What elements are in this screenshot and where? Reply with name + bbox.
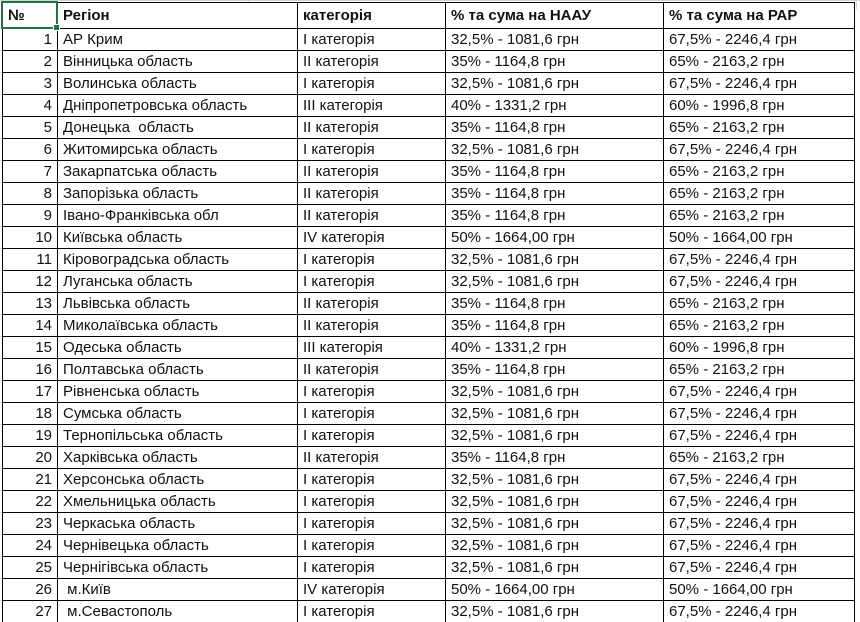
table-row <box>3 51 855 73</box>
cell-naau[interactable]: 35% - 1164,8 грн <box>446 293 664 315</box>
cell-region[interactable]: Волинська область <box>58 73 298 95</box>
cell-naau[interactable]: 32,5% - 1081,6 грн <box>446 469 664 491</box>
table-row <box>3 513 855 535</box>
table-row <box>3 117 855 139</box>
cell-naau[interactable]: 50% - 1664,00 грн <box>446 227 664 249</box>
cell-rar[interactable]: 65% - 2163,2 грн <box>664 359 855 381</box>
cell-num[interactable]: 1 <box>3 29 58 51</box>
cell-category[interactable]: III категорія <box>298 337 446 359</box>
cell-rar[interactable]: 67,5% - 2246,4 грн <box>664 271 855 293</box>
cell-region[interactable]: Чернігівська область <box>58 557 298 579</box>
cell-rar[interactable]: 67,5% - 2246,4 грн <box>664 139 855 161</box>
cell-region[interactable]: Київська область <box>58 227 298 249</box>
cell-naau[interactable]: 35% - 1164,8 грн <box>446 315 664 337</box>
cell-num[interactable]: 2 <box>3 51 58 73</box>
cell-rar[interactable]: 67,5% - 2246,4 грн <box>664 403 855 425</box>
cell-naau[interactable]: 32,5% - 1081,6 грн <box>446 403 664 425</box>
cell-naau[interactable]: 32,5% - 1081,6 грн <box>446 601 664 622</box>
cell-rar[interactable]: 67,5% - 2246,4 грн <box>664 535 855 557</box>
cell-region[interactable]: Черкаська область <box>58 513 298 535</box>
cell-naau[interactable]: 32,5% - 1081,6 грн <box>446 271 664 293</box>
cell-region[interactable]: Донецька область <box>58 117 298 139</box>
cell-category[interactable]: II категорія <box>298 293 446 315</box>
cell-num[interactable]: 16 <box>3 359 58 381</box>
cell-category[interactable]: I категорія <box>298 601 446 622</box>
cell-region[interactable]: Миколаївська область <box>58 315 298 337</box>
cell-category[interactable]: I категорія <box>298 557 446 579</box>
cell-num[interactable]: 27 <box>3 601 58 622</box>
cell-naau[interactable]: 32,5% - 1081,6 грн <box>446 381 664 403</box>
cell-num[interactable]: 25 <box>3 557 58 579</box>
cell-rar[interactable]: 67,5% - 2246,4 грн <box>664 513 855 535</box>
cell-num[interactable]: 14 <box>3 315 58 337</box>
cell-rar[interactable]: 65% - 2163,2 грн <box>664 161 855 183</box>
cell-rar[interactable]: 60% - 1996,8 грн <box>664 95 855 117</box>
cell-naau[interactable]: 40% - 1331,2 грн <box>446 337 664 359</box>
cell-rar[interactable]: 65% - 2163,2 грн <box>664 293 855 315</box>
cell-rar[interactable]: 65% - 2163,2 грн <box>664 117 855 139</box>
table-row <box>3 293 855 315</box>
cell-rar[interactable]: 50% - 1664,00 грн <box>664 227 855 249</box>
cell-naau[interactable]: 32,5% - 1081,6 грн <box>446 73 664 95</box>
cell-rar[interactable]: 67,5% - 2246,4 грн <box>664 491 855 513</box>
cell-region[interactable]: м.Київ <box>58 579 298 601</box>
header-cell-num[interactable]: № <box>3 3 58 29</box>
table-row <box>3 29 855 51</box>
cell-region[interactable]: Закарпатська область <box>58 161 298 183</box>
table-body <box>3 29 855 622</box>
table-row <box>3 579 855 601</box>
cell-num[interactable]: 6 <box>3 139 58 161</box>
cell-rar[interactable]: 65% - 2163,2 грн <box>664 447 855 469</box>
cell-category[interactable]: I категорія <box>298 535 446 557</box>
cell-region[interactable]: Рівненська область <box>58 381 298 403</box>
cell-region[interactable]: Вінницька область <box>58 51 298 73</box>
cell-category[interactable]: I категорія <box>298 491 446 513</box>
table-row <box>3 535 855 557</box>
cell-naau[interactable]: 32,5% - 1081,6 грн <box>446 249 664 271</box>
table-row <box>3 403 855 425</box>
cell-rar[interactable]: 65% - 2163,2 грн <box>664 51 855 73</box>
cell-region[interactable]: Сумська область <box>58 403 298 425</box>
cell-num[interactable]: 3 <box>3 73 58 95</box>
cell-num[interactable]: 12 <box>3 271 58 293</box>
cell-region[interactable]: Одеська область <box>58 337 298 359</box>
table-row <box>3 425 855 447</box>
cell-region[interactable]: Запорізька область <box>58 183 298 205</box>
cell-num[interactable]: 18 <box>3 403 58 425</box>
cell-category[interactable]: I категорія <box>298 139 446 161</box>
cell-region[interactable]: Кіровоградська область <box>58 249 298 271</box>
cell-region[interactable]: Хмельницька область <box>58 491 298 513</box>
sheet-gridline-tick <box>856 0 857 9</box>
cell-region[interactable]: Львівська область <box>58 293 298 315</box>
table-row <box>3 161 855 183</box>
table-row <box>3 359 855 381</box>
cell-region[interactable]: Івано-Франківська обл <box>58 205 298 227</box>
cell-region[interactable]: Луганська область <box>58 271 298 293</box>
table-row <box>3 271 855 293</box>
cell-rar[interactable]: 50% - 1664,00 грн <box>664 579 855 601</box>
table-row <box>3 183 855 205</box>
cell-category[interactable]: I категорія <box>298 403 446 425</box>
cell-region[interactable]: Тернопільська область <box>58 425 298 447</box>
cell-category[interactable]: II категорія <box>298 117 446 139</box>
cell-naau[interactable]: 40% - 1331,2 грн <box>446 95 664 117</box>
cell-naau[interactable]: 35% - 1164,8 грн <box>446 447 664 469</box>
table-row <box>3 557 855 579</box>
cell-rar[interactable]: 65% - 2163,2 грн <box>664 183 855 205</box>
cell-region[interactable]: м.Севастополь <box>58 601 298 622</box>
cell-num[interactable]: 7 <box>3 161 58 183</box>
cell-rar[interactable]: 67,5% - 2246,4 грн <box>664 469 855 491</box>
cell-num[interactable]: 20 <box>3 447 58 469</box>
cell-num[interactable]: 26 <box>3 579 58 601</box>
cell-num[interactable]: 23 <box>3 513 58 535</box>
cell-region[interactable]: Дніпропетровська область <box>58 95 298 117</box>
header-cell-region[interactable]: Регіон <box>58 3 298 29</box>
cell-region[interactable]: АР Крим <box>58 29 298 51</box>
header-cell-category[interactable]: категорія <box>298 3 446 29</box>
table-row <box>3 205 855 227</box>
table-row <box>3 447 855 469</box>
cell-region[interactable]: Житомирська область <box>58 139 298 161</box>
cell-naau[interactable]: 35% - 1164,8 грн <box>446 205 664 227</box>
cell-category[interactable]: I категорія <box>298 513 446 535</box>
cell-rar[interactable]: 67,5% - 2246,4 грн <box>664 249 855 271</box>
table-row <box>3 337 855 359</box>
cell-category[interactable]: II категорія <box>298 315 446 337</box>
cell-naau[interactable]: 35% - 1164,8 грн <box>446 51 664 73</box>
cell-category[interactable]: II категорія <box>298 447 446 469</box>
cell-rar[interactable]: 67,5% - 2246,4 грн <box>664 73 855 95</box>
cell-naau[interactable]: 32,5% - 1081,6 грн <box>446 513 664 535</box>
cell-region[interactable]: Полтавська область <box>58 359 298 381</box>
cell-rar[interactable]: 67,5% - 2246,4 грн <box>664 29 855 51</box>
cell-category[interactable]: III категорія <box>298 95 446 117</box>
cell-rar[interactable]: 65% - 2163,2 грн <box>664 315 855 337</box>
cell-region[interactable]: Чернівецька область <box>58 535 298 557</box>
cell-category[interactable]: I категорія <box>298 249 446 271</box>
cell-category[interactable]: II категорія <box>298 183 446 205</box>
table-row <box>3 381 855 403</box>
cell-category[interactable]: I категорія <box>298 73 446 95</box>
table-row <box>3 315 855 337</box>
cell-naau[interactable]: 35% - 1164,8 грн <box>446 117 664 139</box>
cell-num[interactable]: 13 <box>3 293 58 315</box>
table-row <box>3 249 855 271</box>
cell-num[interactable]: 11 <box>3 249 58 271</box>
cell-naau[interactable]: 32,5% - 1081,6 грн <box>446 425 664 447</box>
cell-naau[interactable]: 35% - 1164,8 грн <box>446 183 664 205</box>
table-row <box>3 95 855 117</box>
cell-rar[interactable]: 60% - 1996,8 грн <box>664 337 855 359</box>
table-row <box>3 227 855 249</box>
cell-category[interactable]: II категорія <box>298 161 446 183</box>
cell-naau[interactable]: 50% - 1664,00 грн <box>446 579 664 601</box>
cell-region[interactable]: Херсонська область <box>58 469 298 491</box>
cell-num[interactable]: 21 <box>3 469 58 491</box>
cell-naau[interactable]: 32,5% - 1081,6 грн <box>446 491 664 513</box>
table-row <box>3 469 855 491</box>
cell-rar[interactable]: 67,5% - 2246,4 грн <box>664 425 855 447</box>
cell-region[interactable]: Харківська область <box>58 447 298 469</box>
sheet-gridline-top <box>0 0 860 1</box>
cell-rar[interactable]: 67,5% - 2246,4 грн <box>664 601 855 622</box>
cell-num[interactable]: 22 <box>3 491 58 513</box>
cell-category[interactable]: IV категорія <box>298 579 446 601</box>
cell-naau[interactable]: 32,5% - 1081,6 грн <box>446 535 664 557</box>
cell-num[interactable]: 19 <box>3 425 58 447</box>
cell-num[interactable]: 5 <box>3 117 58 139</box>
cell-num[interactable]: 17 <box>3 381 58 403</box>
cell-num[interactable]: 10 <box>3 227 58 249</box>
header-cell-rar[interactable]: % та сума на РАР <box>664 3 855 29</box>
table-row <box>3 73 855 95</box>
cell-category[interactable]: I категорія <box>298 381 446 403</box>
table-row <box>3 601 855 622</box>
cell-category[interactable]: I категорія <box>298 29 446 51</box>
cell-category[interactable]: II категорія <box>298 205 446 227</box>
cell-naau[interactable]: 32,5% - 1081,6 грн <box>446 557 664 579</box>
cell-naau[interactable]: 32,5% - 1081,6 грн <box>446 139 664 161</box>
cell-num[interactable]: 15 <box>3 337 58 359</box>
cell-category[interactable]: I категорія <box>298 469 446 491</box>
table-row <box>3 139 855 161</box>
cell-naau[interactable]: 35% - 1164,8 грн <box>446 359 664 381</box>
cell-category[interactable]: II категорія <box>298 359 446 381</box>
cell-category[interactable]: IV категорія <box>298 227 446 249</box>
cell-category[interactable]: I категорія <box>298 425 446 447</box>
cell-num[interactable]: 9 <box>3 205 58 227</box>
cell-naau[interactable]: 32,5% - 1081,6 грн <box>446 29 664 51</box>
cell-num[interactable]: 8 <box>3 183 58 205</box>
cell-category[interactable]: I категорія <box>298 271 446 293</box>
regions-fee-table <box>2 2 855 622</box>
cell-rar[interactable]: 67,5% - 2246,4 грн <box>664 381 855 403</box>
cell-num[interactable]: 24 <box>3 535 58 557</box>
cell-rar[interactable]: 65% - 2163,2 грн <box>664 205 855 227</box>
table-row <box>3 491 855 513</box>
cell-category[interactable]: II категорія <box>298 51 446 73</box>
header-cell-naau[interactable]: % та сума на НААУ <box>446 3 664 29</box>
header-row <box>3 3 855 29</box>
cell-num[interactable]: 4 <box>3 95 58 117</box>
cell-naau[interactable]: 35% - 1164,8 грн <box>446 161 664 183</box>
cell-rar[interactable]: 67,5% - 2246,4 грн <box>664 557 855 579</box>
